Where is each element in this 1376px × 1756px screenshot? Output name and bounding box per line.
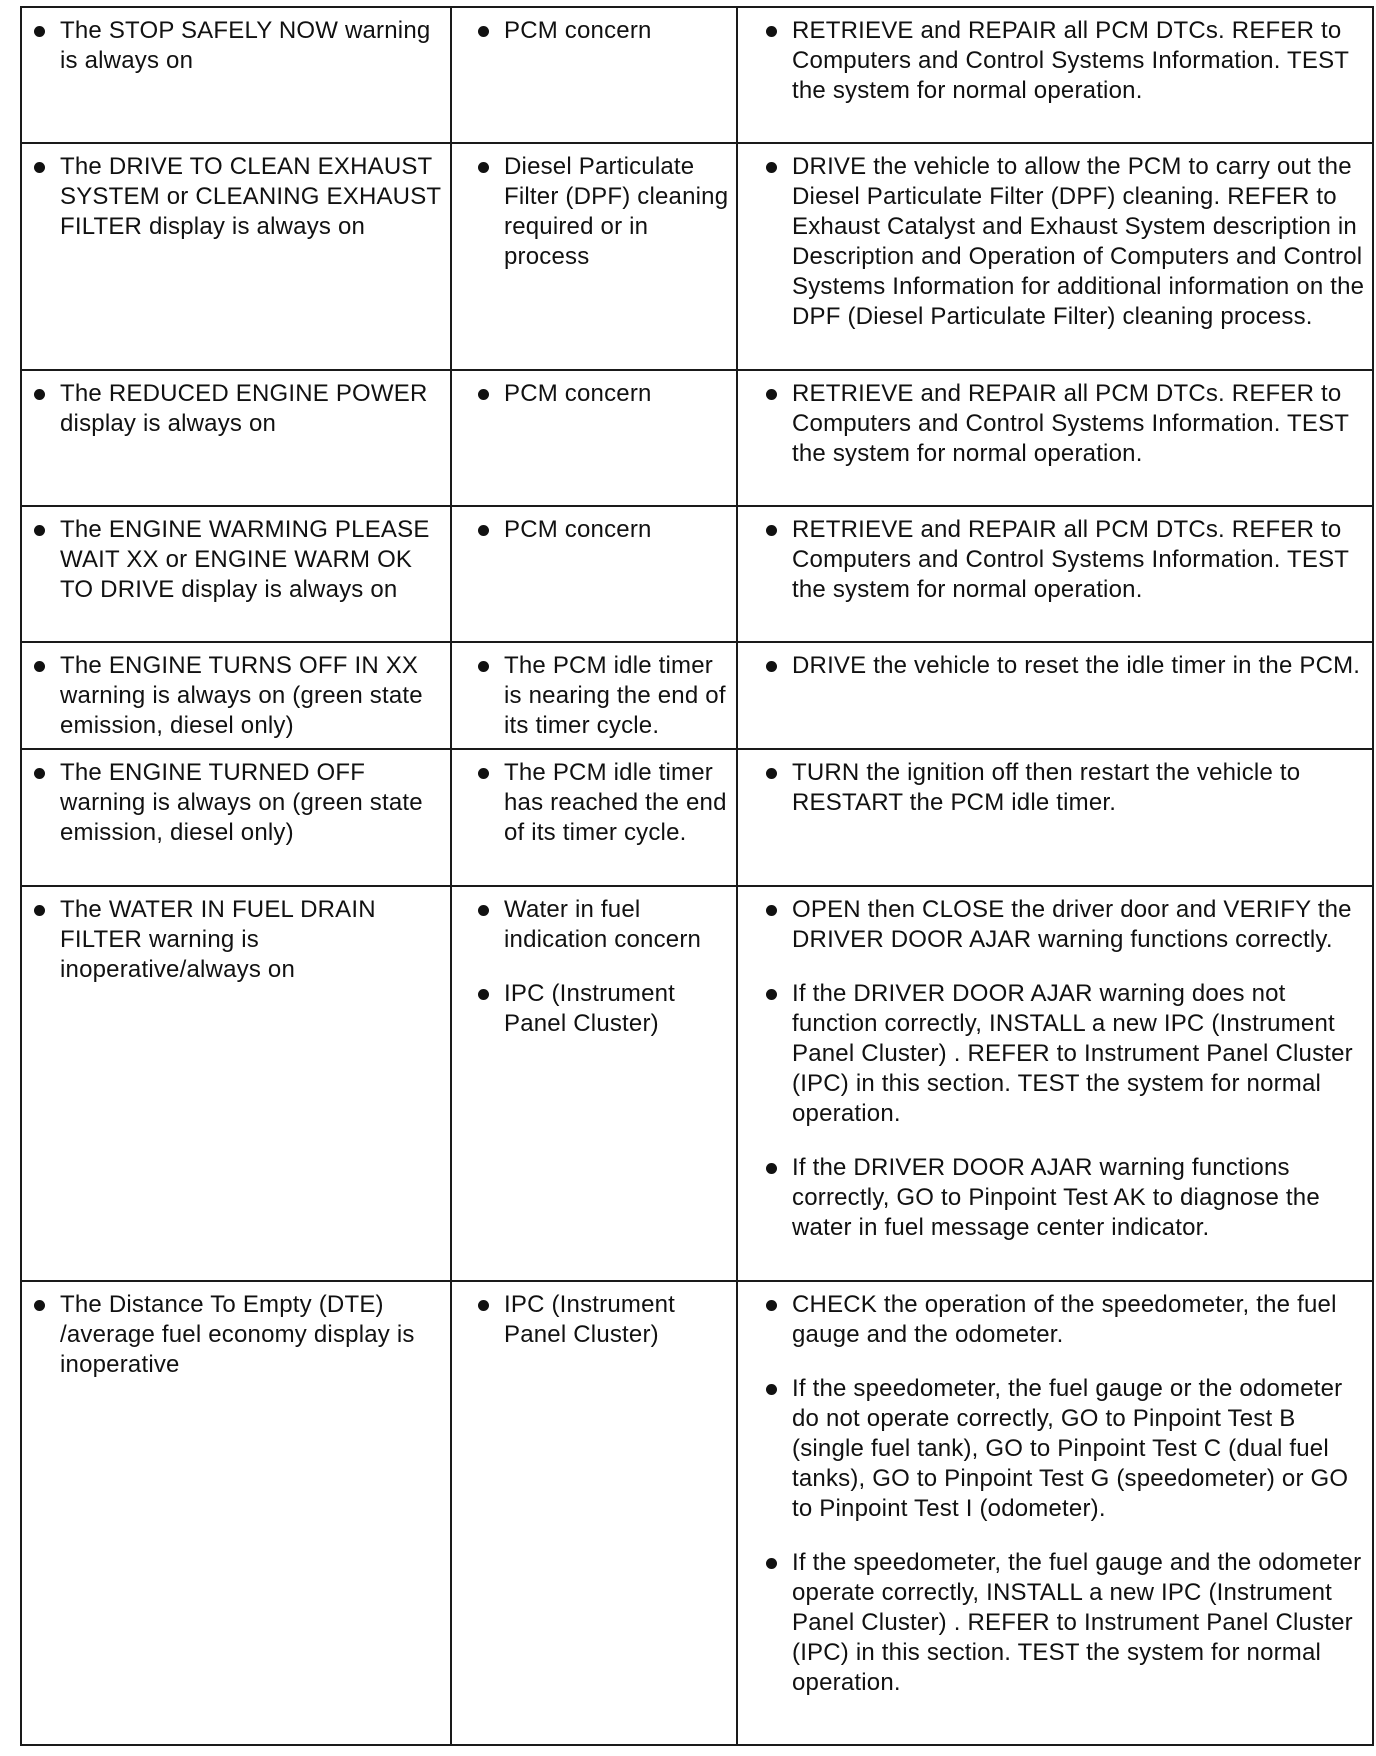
source-text: PCM concern — [504, 380, 652, 407]
list-item — [756, 1374, 1366, 1524]
bullet-icon — [766, 525, 777, 536]
list-item — [756, 152, 1366, 332]
action-text: If the DRIVER DOOR AJAR warning functions correctly, GO to Pinpoint Test AK to diagnose the water in fuel message center indicator. — [792, 1154, 1320, 1241]
table-row — [21, 1281, 1373, 1745]
source-cell — [451, 370, 737, 506]
list-item — [756, 651, 1366, 681]
bullet-icon — [766, 905, 777, 916]
bullet-icon — [478, 162, 489, 173]
bullet-icon — [766, 661, 777, 672]
source-text: Water in fuel indication concern — [504, 896, 702, 953]
list-item — [756, 1290, 1366, 1350]
bullet-icon — [34, 525, 45, 536]
bullet-icon — [478, 989, 489, 1000]
source-text: IPC (Instrument Panel Cluster) — [504, 1291, 676, 1348]
bullet-icon — [34, 905, 45, 916]
action-cell — [737, 642, 1373, 749]
list-item — [756, 379, 1366, 469]
list-item — [468, 1290, 730, 1350]
action-text: DRIVE the vehicle to allow the PCM to carry out the Diesel Particulate Filter (DPF) cleaning. REFER to Exhaust Catalyst and Exhaust System description in Description and Operation of Computers and Control Systems Information for additional information on the DPF (Diesel Particulate Filter) cleaning process. — [792, 153, 1365, 330]
condition-text: The ENGINE TURNED OFF warning is always on (green state emission, diesel only) — [60, 759, 423, 846]
list-item — [468, 16, 730, 46]
source-cell — [451, 143, 737, 370]
list-item — [756, 16, 1366, 106]
bullet-icon — [34, 661, 45, 672]
bullet-icon — [34, 1300, 45, 1311]
bullet-icon — [478, 905, 489, 916]
action-text: TURN the ignition off then restart the vehicle to RESTART the PCM idle timer. — [792, 759, 1301, 816]
condition-text: The STOP SAFELY NOW warning is always on — [60, 17, 431, 74]
table-row — [21, 749, 1373, 886]
list-item — [24, 895, 444, 985]
list-item — [24, 651, 444, 741]
action-text: If the DRIVER DOOR AJAR warning does not function correctly, INSTALL a new IPC (Instrument Panel Cluster) . REFER to Instrument Panel Cluster (IPC) in this section. TEST the system for normal operation. — [792, 980, 1353, 1127]
list-item — [756, 515, 1366, 605]
source-cell — [451, 1281, 737, 1745]
condition-text: The REDUCED ENGINE POWER display is always on — [60, 380, 428, 437]
bullet-icon — [34, 768, 45, 779]
bullet-icon — [766, 989, 777, 1000]
source-cell — [451, 886, 737, 1281]
source-cell — [451, 506, 737, 642]
symptom-chart-table — [20, 6, 1374, 1746]
list-item — [24, 758, 444, 848]
bullet-icon — [766, 162, 777, 173]
list-item — [468, 895, 730, 955]
condition-cell — [21, 370, 451, 506]
list-item — [468, 515, 730, 545]
action-text: RETRIEVE and REPAIR all PCM DTCs. REFER to Computers and Control Systems Information. TEST the system for normal operation. — [792, 380, 1349, 467]
source-cell — [451, 7, 737, 143]
condition-cell — [21, 143, 451, 370]
bullet-icon — [34, 389, 45, 400]
source-text: IPC (Instrument Panel Cluster) — [504, 980, 676, 1037]
condition-cell — [21, 506, 451, 642]
action-cell — [737, 7, 1373, 143]
action-text: If the speedometer, the fuel gauge and the odometer operate correctly, INSTALL a new IPC (Instrument Panel Cluster) . REFER to Instrument Panel Cluster (IPC) in this section. TEST the system for normal operation. — [792, 1549, 1362, 1696]
source-text: The PCM idle timer has reached the end of its timer cycle. — [504, 759, 727, 846]
table-row — [21, 642, 1373, 749]
bullet-icon — [478, 768, 489, 779]
action-text: RETRIEVE and REPAIR all PCM DTCs. REFER to Computers and Control Systems Information. TEST the system for normal operation. — [792, 516, 1349, 603]
list-item — [756, 1153, 1366, 1243]
table-row — [21, 143, 1373, 370]
action-cell — [737, 749, 1373, 886]
condition-cell — [21, 1281, 451, 1745]
table-row — [21, 506, 1373, 642]
condition-text: The WATER IN FUEL DRAIN FILTER warning is inoperative/always on — [60, 896, 376, 983]
source-text: The PCM idle timer is nearing the end of its timer cycle. — [504, 652, 726, 739]
bullet-icon — [478, 661, 489, 672]
list-item — [468, 979, 730, 1039]
list-item — [468, 152, 730, 272]
bullet-icon — [34, 162, 45, 173]
condition-text: The DRIVE TO CLEAN EXHAUST SYSTEM or CLEANING EXHAUST FILTER display is always on — [60, 153, 441, 240]
condition-text: The ENGINE WARMING PLEASE WAIT XX or ENGINE WARM OK TO DRIVE display is always on — [60, 516, 430, 603]
action-cell — [737, 886, 1373, 1281]
list-item — [468, 379, 730, 409]
bullet-icon — [34, 26, 45, 37]
bullet-icon — [478, 389, 489, 400]
bullet-icon — [766, 1558, 777, 1569]
list-item — [756, 895, 1366, 955]
source-text: PCM concern — [504, 17, 652, 44]
bullet-icon — [766, 389, 777, 400]
list-item — [24, 1290, 444, 1380]
condition-text: The ENGINE TURNS OFF IN XX warning is always on (green state emission, diesel only) — [60, 652, 423, 739]
source-cell — [451, 642, 737, 749]
action-text: If the speedometer, the fuel gauge or the odometer do not operate correctly, GO to Pinpoint Test B (single fuel tank), GO to Pinpoint Test C (dual fuel tanks), GO to Pinpoint Test G (speedometer) or GO to Pinpoint Test I (odometer). — [792, 1375, 1349, 1522]
list-item — [756, 758, 1366, 818]
bullet-icon — [766, 1384, 777, 1395]
condition-cell — [21, 749, 451, 886]
condition-text: The Distance To Empty (DTE) /average fuel economy display is inoperative — [60, 1291, 415, 1378]
table-row — [21, 7, 1373, 143]
condition-cell — [21, 886, 451, 1281]
bullet-icon — [478, 525, 489, 536]
list-item — [24, 16, 444, 76]
list-item — [468, 651, 730, 741]
list-item — [468, 758, 730, 848]
action-cell — [737, 506, 1373, 642]
bullet-icon — [766, 1300, 777, 1311]
action-text: RETRIEVE and REPAIR all PCM DTCs. REFER to Computers and Control Systems Information. TEST the system for normal operation. — [792, 17, 1349, 104]
list-item — [24, 515, 444, 605]
list-item — [24, 379, 444, 439]
action-cell — [737, 143, 1373, 370]
table-row — [21, 886, 1373, 1281]
action-cell — [737, 1281, 1373, 1745]
bullet-icon — [766, 26, 777, 37]
condition-cell — [21, 642, 451, 749]
list-item — [24, 152, 444, 242]
bullet-icon — [478, 26, 489, 37]
table-row — [21, 370, 1373, 506]
source-text: Diesel Particulate Filter (DPF) cleaning required or in process — [504, 153, 729, 270]
condition-cell — [21, 7, 451, 143]
list-item — [756, 979, 1366, 1129]
action-cell — [737, 370, 1373, 506]
bullet-icon — [766, 768, 777, 779]
action-text: DRIVE the vehicle to reset the idle timer in the PCM. — [792, 652, 1361, 679]
bullet-icon — [478, 1300, 489, 1311]
source-text: PCM concern — [504, 516, 652, 543]
bullet-icon — [766, 1163, 777, 1174]
action-text: OPEN then CLOSE the driver door and VERIFY the DRIVER DOOR AJAR warning functions correctly. — [792, 896, 1352, 953]
source-cell — [451, 749, 737, 886]
action-text: CHECK the operation of the speedometer, the fuel gauge and the odometer. — [792, 1291, 1337, 1348]
list-item — [756, 1548, 1366, 1698]
